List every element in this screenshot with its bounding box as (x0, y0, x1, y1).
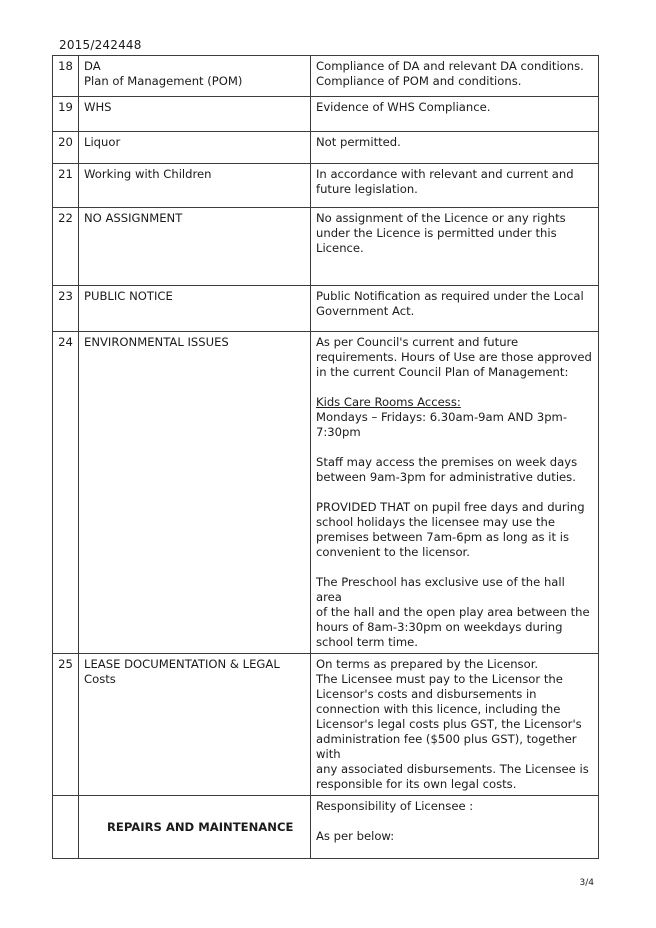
row-number: 18 (53, 56, 79, 97)
row-condition: Compliance of DA and relevant DA conditions. Compliance of POM and conditions. (311, 56, 599, 97)
row-condition: On terms as prepared by the Licensor. The Licensee must pay to the Licensor the Licensor's costs and disbursements in connection with this licence, including the Licensor's legal costs plus GST, the Licensor's administration fee ($500 plus GST), together with any associated disbursements. The Licensee is responsible for its own legal costs. (311, 654, 599, 796)
row-condition: Responsibility of Licensee : As per below: (311, 796, 599, 859)
row-number (53, 796, 79, 859)
table-row (53, 132, 599, 164)
row-item: ENVIRONMENTAL ISSUES (79, 332, 311, 654)
row-condition: As per Council's current and future requirements. Hours of Use are those approved in the current Council Plan of Management: Kids Care Rooms Access: Mondays – Fridays: 6.30am-9am AND 3pm- 7:30pm Staff may access the premises on week days between 9am-3pm for administrative duties. PROVIDED THAT on pupil free days and during school holidays the licensee may use the premises between 7am-6pm as long as it is convenient to the licensor. The Preschool has exclusive use of the hall area of the hall and the open play area between the hours of 8am-3:30pm on weekdays during school term time. (311, 332, 599, 654)
row-number: 19 (53, 97, 79, 132)
row-number: 24 (53, 332, 79, 654)
row-number: 20 (53, 132, 79, 164)
table-row (53, 654, 599, 796)
table-row (53, 332, 599, 654)
row-condition: Public Notification as required under the Local Government Act. (311, 286, 599, 332)
page-number: 3/4 (579, 878, 594, 888)
row-condition: In accordance with relevant and current and future legislation. (311, 164, 599, 208)
row-item: REPAIRS AND MAINTENANCE (79, 796, 311, 859)
row-item: Working with Children (79, 164, 311, 208)
table-row (53, 164, 599, 208)
row-condition: No assignment of the Licence or any rights under the Licence is permitted under this Licence. (311, 208, 599, 286)
kids-care-heading: Kids Care Rooms Access: (316, 395, 461, 409)
row-number: 22 (53, 208, 79, 286)
table-row (53, 97, 599, 132)
row-number: 23 (53, 286, 79, 332)
row-item: PUBLIC NOTICE (79, 286, 311, 332)
table-row (53, 56, 599, 97)
document-reference: 2015/242448 (59, 38, 142, 52)
row-number: 25 (53, 654, 79, 796)
row-item: WHS (79, 97, 311, 132)
row-condition: Not permitted. (311, 132, 599, 164)
table-row (53, 286, 599, 332)
row-number: 21 (53, 164, 79, 208)
table-row (53, 208, 599, 286)
row-item: DA Plan of Management (POM) (79, 56, 311, 97)
licence-conditions-table (52, 55, 599, 859)
table-row (53, 796, 599, 859)
row-item: NO ASSIGNMENT (79, 208, 311, 286)
row-condition: Evidence of WHS Compliance. (311, 97, 599, 132)
row-item: LEASE DOCUMENTATION & LEGAL Costs (79, 654, 311, 796)
row-item: Liquor (79, 132, 311, 164)
